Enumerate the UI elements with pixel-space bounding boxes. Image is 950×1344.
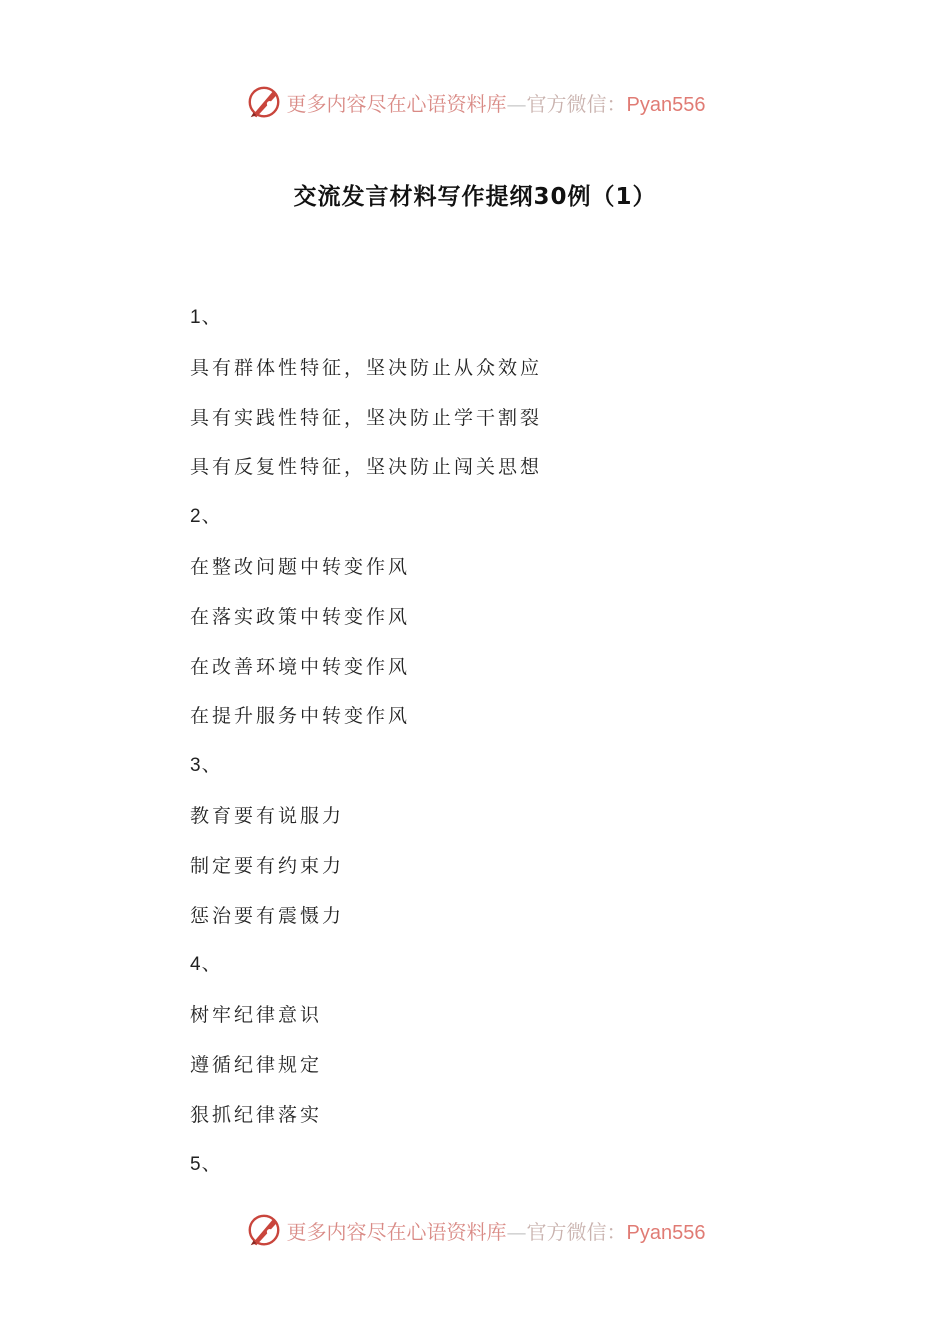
- banner-wechat-label: 官方微信：: [526, 1219, 627, 1244]
- outline-line: 在落实政策中转变作风: [190, 605, 411, 628]
- outline-line: 在提升服务中转变作风: [190, 705, 411, 728]
- outline-line: 遵循纪律规定: [190, 1053, 323, 1076]
- section-number: 2、: [190, 506, 222, 528]
- header-watermark: [0, 82, 950, 122]
- section-number: 1、: [190, 307, 222, 328]
- outline-line: 惩治要有震慑力: [190, 904, 345, 927]
- banner-main-text: 更多内容尽在心语资料库: [286, 91, 507, 116]
- banner-separator: —: [506, 91, 527, 116]
- banner-handle: Pyan556: [626, 1221, 706, 1244]
- banner-wechat-label: 官方微信：: [526, 91, 627, 116]
- outline-line: 在改善环境中转变作风: [190, 655, 411, 678]
- outline-line: 在整改问题中转变作风: [190, 555, 411, 578]
- footer-watermark: [0, 1210, 950, 1250]
- pen-logo-icon: [245, 83, 283, 121]
- section-number: 3、: [190, 755, 222, 777]
- document-body: [190, 303, 790, 1199]
- outline-line: 具有反复性特征，坚决防止闯关思想: [190, 456, 543, 479]
- outline-line: 教育要有说服力: [190, 804, 345, 827]
- outline-line: 狠抓纪律落实: [190, 1103, 323, 1126]
- outline-line: 树牢纪律意识: [190, 1004, 323, 1027]
- outline-line: 制定要有约束力: [190, 854, 345, 877]
- banner-handle: Pyan556: [626, 93, 706, 116]
- banner-main-text: 更多内容尽在心语资料库: [286, 1219, 507, 1244]
- page-title: 交流发言材料写作提纲30例（1）: [293, 184, 657, 210]
- banner-separator: —: [506, 1219, 527, 1244]
- outline-line: 具有群体性特征，坚决防止从众效应: [190, 356, 543, 379]
- pen-logo-icon: [245, 1211, 283, 1249]
- section-number: 4、: [190, 954, 222, 976]
- section-number: 5、: [190, 1153, 222, 1175]
- outline-line: 具有实践性特征，坚决防止学干割裂: [190, 406, 543, 429]
